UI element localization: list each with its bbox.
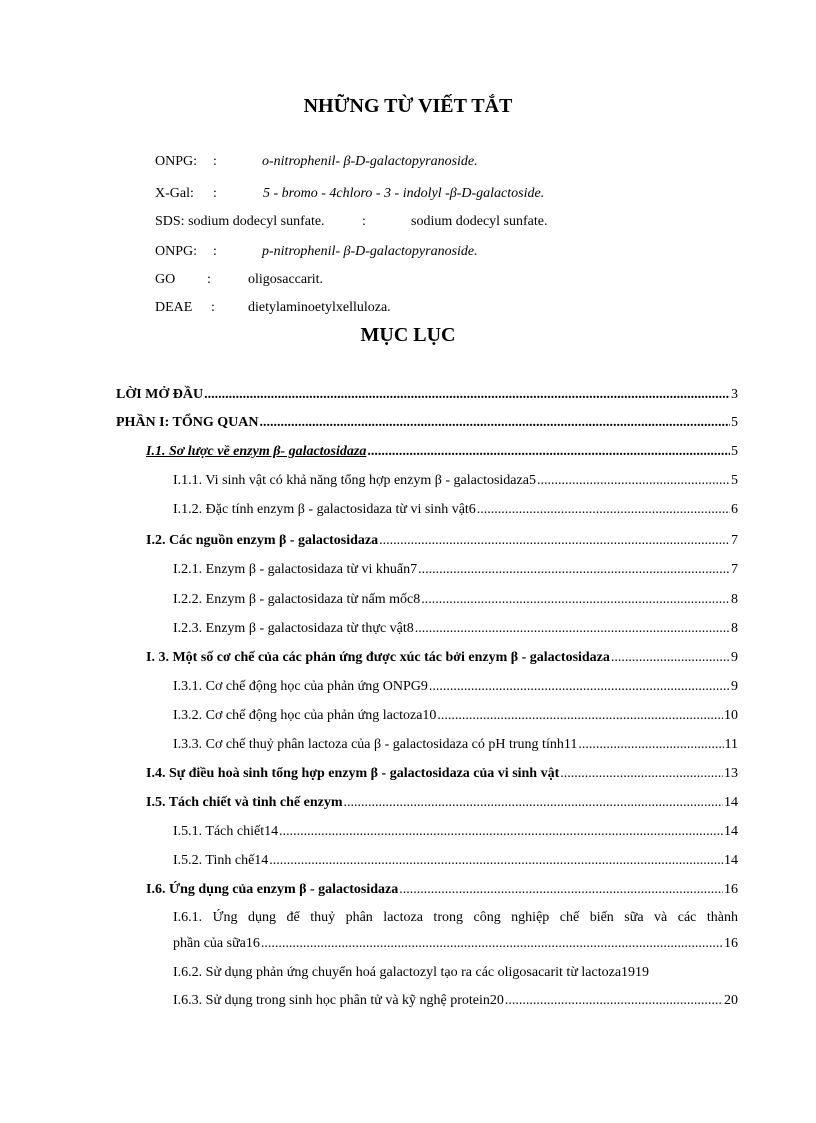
toc-entry-page: 10 bbox=[724, 708, 738, 723]
toc-entry[interactable] bbox=[116, 385, 738, 405]
toc-entry-label: I.2.1. Enzym β - galactosidaza từ vi khuẩn7 bbox=[173, 562, 418, 577]
abbreviation-definition: o-nitrophenil- β-D-galactopyranoside. bbox=[262, 154, 478, 169]
abbreviation-separator: : bbox=[213, 154, 217, 169]
toc-entry-label: I.5.2. Tinh chế14 bbox=[173, 853, 269, 868]
toc-entry-page: 8 bbox=[731, 592, 738, 607]
toc-leader-dots bbox=[269, 851, 723, 871]
toc-entry[interactable] bbox=[173, 619, 738, 639]
toc-entry-label: I.1.1. Vi sinh vật có khả năng tổng hợp enzym β - galactosidaza5 bbox=[173, 473, 536, 488]
toc-entry-page: 20 bbox=[724, 993, 738, 1008]
toc-entry-page: 9 bbox=[731, 679, 738, 694]
toc-leader-dots bbox=[379, 531, 730, 551]
toc-entry-label: I.2.3. Enzym β - galactosidaza từ thực vật8 bbox=[173, 621, 414, 636]
abbreviation-separator: : bbox=[213, 244, 217, 259]
toc-entry[interactable] bbox=[173, 500, 738, 520]
toc-entry[interactable] bbox=[173, 590, 738, 610]
toc-entry[interactable] bbox=[173, 560, 738, 580]
toc-entry-page: 14 bbox=[724, 795, 738, 810]
toc-entry-label: I.5. Tách chiết và tinh chế enzym bbox=[146, 795, 343, 810]
toc-leader-dots bbox=[344, 793, 723, 813]
toc-leader-dots bbox=[505, 991, 723, 1011]
toc-leader-dots bbox=[611, 648, 730, 668]
abbreviation-definition: oligosaccarit. bbox=[248, 272, 324, 287]
toc-leader-dots bbox=[279, 822, 723, 842]
toc-entry-label: I.6. Ứng dụng của enzym β - galactosidaza bbox=[146, 882, 399, 897]
toc-entry-label: I.3.3. Cơ chế thuỷ phân lactoza của β - galactosidaza có pH trung tính11 bbox=[173, 737, 578, 752]
toc-entry-page: 16 bbox=[724, 882, 738, 897]
toc-leader-dots bbox=[259, 413, 730, 433]
toc-leader-dots bbox=[477, 500, 730, 520]
toc-entry-label: I. 3. Một số cơ chế của các phản ứng được xúc tác bởi enzym β - galactosidaza bbox=[146, 650, 610, 665]
toc-entry-label-line1[interactable]: I.6.1. Ứng dụng để thuỷ phân lactoza trong công nghiệp chế biến sữa và các thành bbox=[173, 910, 738, 925]
toc-entry-page: 7 bbox=[731, 562, 738, 577]
abbreviation-separator: : bbox=[362, 214, 366, 229]
toc-entry-label: I.3.1. Cơ chế động học của phản ứng ONPG9 bbox=[173, 679, 428, 694]
abbreviation-definition: p-nitrophenil- β-D-galactopyranoside. bbox=[262, 244, 478, 259]
toc-entry-label: I.3.2. Cơ chế động học của phản ứng lactoza10 bbox=[173, 708, 437, 723]
toc-leader-dots bbox=[415, 619, 730, 639]
toc-leader-dots bbox=[418, 560, 730, 580]
toc-leader-dots bbox=[537, 471, 730, 491]
abbreviation-term: ONPG: bbox=[155, 244, 198, 259]
toc-entry[interactable] bbox=[173, 851, 738, 871]
toc-leader-dots bbox=[437, 706, 723, 726]
toc-entry-page: 14 bbox=[724, 853, 738, 868]
toc-entry-label: I.1. Sơ lược về enzym β- galactosidaza bbox=[146, 444, 367, 459]
toc-entry-label: I.1.2. Đặc tính enzym β - galactosidaza từ vi sinh vật6 bbox=[173, 502, 476, 517]
toc-leader-dots bbox=[261, 934, 723, 954]
toc-entry-page: 7 bbox=[731, 533, 738, 548]
toc-entry[interactable] bbox=[173, 991, 738, 1011]
toc-title: MỤC LỤC bbox=[360, 324, 456, 346]
toc-entry-page: 14 bbox=[724, 824, 738, 839]
toc-entry[interactable] bbox=[173, 963, 746, 983]
abbreviations-title: NHỮNG TỪ VIẾT TẮT bbox=[303, 95, 513, 117]
abbreviation-definition: sodium dodecyl sunfate. bbox=[411, 214, 548, 229]
toc-entry-page: 5 bbox=[731, 473, 738, 488]
toc-entry[interactable] bbox=[146, 442, 738, 462]
toc-entry-label: PHẦN I: TỔNG QUAN bbox=[116, 415, 259, 430]
abbreviation-term: GO bbox=[155, 272, 176, 287]
toc-entry-page: 16 bbox=[724, 936, 738, 951]
toc-leader-dots bbox=[367, 442, 730, 462]
toc-leader-dots bbox=[429, 677, 730, 697]
toc-leader-dots bbox=[560, 764, 723, 784]
toc-entry-label: I.2. Các nguồn enzym β - galactosidaza bbox=[146, 533, 379, 548]
toc-entry-label: I.4. Sự điều hoà sinh tổng hợp enzym β - galactosidaza của vi sinh vật bbox=[146, 766, 560, 781]
abbreviation-separator: : bbox=[211, 300, 215, 315]
toc-entry-label: I.2.2. Enzym β - galactosidaza từ nấm mốc8 bbox=[173, 592, 421, 607]
toc-entry-label: LỜI MỞ ĐẦU bbox=[116, 387, 204, 402]
toc-entry-page: 3 bbox=[731, 387, 738, 402]
toc-leader-dots bbox=[578, 735, 723, 755]
toc-entry-page: 5 bbox=[731, 444, 738, 459]
toc-entry-label: I.6.3. Sử dụng trong sinh học phân tử và kỹ nghệ protein20 bbox=[173, 993, 504, 1008]
toc-entry[interactable] bbox=[146, 764, 738, 784]
toc-entry-label: I.6.2. Sử dụng phản ứng chuyển hoá galactozyl tạo ra các oligosacarit từ lactoza1919 bbox=[173, 965, 650, 980]
toc-entry[interactable] bbox=[146, 880, 738, 900]
toc-entry-label: I.5.1. Tách chiết14 bbox=[173, 824, 279, 839]
abbreviation-term: DEAE bbox=[155, 300, 193, 315]
abbreviation-separator: : bbox=[207, 272, 211, 287]
toc-entry[interactable] bbox=[146, 648, 738, 668]
toc-entry-page: 8 bbox=[731, 621, 738, 636]
abbreviation-term: SDS: sodium dodecyl sunfate. bbox=[155, 214, 325, 229]
toc-entry[interactable] bbox=[146, 531, 738, 551]
toc-entry-page: 6 bbox=[731, 502, 738, 517]
abbreviation-separator: : bbox=[213, 186, 217, 201]
toc-entry[interactable] bbox=[116, 413, 738, 433]
toc-entry[interactable] bbox=[173, 934, 738, 954]
toc-leader-dots bbox=[399, 880, 723, 900]
abbreviation-definition: 5 - bromo - 4chloro - 3 - indolyl -β-D-galactoside. bbox=[263, 186, 545, 201]
toc-entry[interactable] bbox=[173, 706, 738, 726]
abbreviation-term: ONPG: bbox=[155, 154, 198, 169]
toc-entry[interactable] bbox=[146, 793, 738, 813]
toc-entry[interactable] bbox=[173, 471, 738, 491]
toc-entry[interactable] bbox=[173, 677, 738, 697]
toc-entry-page: 13 bbox=[724, 766, 738, 781]
toc-entry-page: 11 bbox=[724, 737, 738, 752]
toc-leader-dots bbox=[421, 590, 730, 610]
toc-entry-page: 5 bbox=[731, 415, 738, 430]
toc-entry-label: phần của sữa16 bbox=[173, 936, 260, 951]
toc-leader-dots bbox=[204, 385, 730, 405]
toc-entry[interactable] bbox=[173, 735, 738, 755]
abbreviation-definition: dietylaminoetylxelluloza. bbox=[248, 300, 391, 315]
toc-entry-page: 9 bbox=[731, 650, 738, 665]
toc-entry[interactable] bbox=[173, 822, 738, 842]
abbreviation-term: X-Gal: bbox=[155, 186, 194, 201]
